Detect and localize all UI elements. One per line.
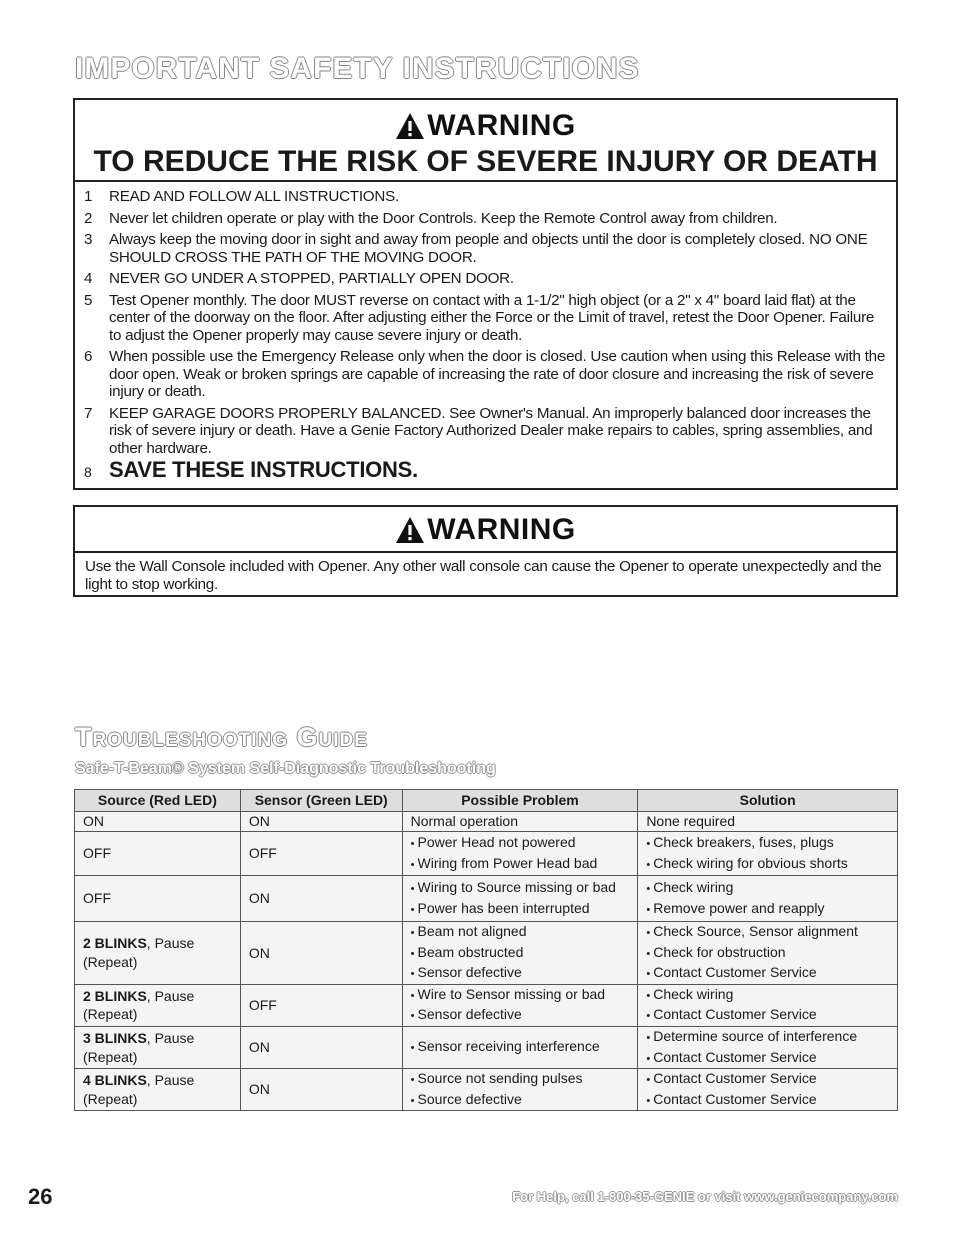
blink-count: 2 BLINKS (83, 935, 147, 952)
warning-header (75, 509, 896, 551)
source-state: ON (83, 813, 104, 830)
item-text: SAVE THESE INSTRUCTIONS. (109, 457, 418, 482)
warning-triangle-icon (395, 112, 425, 140)
source-cell (75, 1026, 241, 1068)
problem-cell (402, 876, 638, 922)
source-repeat: (Repeat) (83, 953, 138, 970)
problem-item: • Beam not aligned (411, 922, 630, 943)
source-state: , Pause (146, 987, 195, 1004)
source-state: , Pause (146, 1029, 195, 1046)
item-number: 2 (84, 209, 93, 227)
warning-title: TO REDUCE THE RISK OF SEVERE INJURY OR DEATH (93, 145, 878, 178)
troubleshooting-table (74, 789, 898, 1111)
solution-item: • Contact Customer Service (646, 1069, 889, 1090)
item-text: Always keep the moving door in sight and away from people and objects until the door is completely closed. NO ONE SHOULD CROSS THE PATH OF THE MOVING DOOR. (109, 231, 868, 266)
problem-item: • Wiring to Source missing or bad (411, 878, 630, 899)
item-text: When possible use the Emergency Release only when the door is closed. Use caution when using this Release with the door open. Weak or broken springs are capable of increasing the rate of door closure and increasing the risk of severe injury or death. (109, 348, 886, 400)
problem-item: • Sensor defective (411, 963, 630, 984)
instruction-item (75, 405, 896, 458)
item-number: 3 (84, 231, 93, 248)
solution-cell (638, 984, 898, 1026)
solution-item: • Check breakers, fuses, plugs (646, 833, 889, 854)
item-text: KEEP GARAGE DOORS PROPERLY BALANCED. See Owner's Manual. An improperly balanced door increases the risk of severe injury or death. Have a Genie Factory Authorized Dealer make repairs to cables, spring assemblies, and other hardware. (109, 404, 873, 457)
instruction-item (75, 231, 896, 266)
header-source: Source (Red LED) (75, 790, 241, 812)
blink-count: 2 BLINKS (83, 987, 147, 1004)
table-row (75, 812, 898, 832)
problem-cell (402, 1026, 638, 1068)
header-problem: Possible Problem (402, 790, 638, 812)
solution-cell (638, 922, 898, 985)
warning-header (75, 104, 896, 148)
sensor-cell: ON (240, 1026, 402, 1068)
problem-cell (402, 812, 638, 832)
header-sensor: Sensor (Green LED) (240, 790, 402, 812)
problem-item: • Wire to Sensor missing or bad (411, 985, 630, 1006)
source-state: , Pause (146, 935, 195, 952)
warning-label: WARNING (427, 109, 576, 142)
solution-item: • Check wiring (646, 985, 889, 1006)
instruction-item (75, 348, 896, 401)
source-repeat: (Repeat) (83, 1006, 138, 1023)
problem-item: Normal operation (410, 813, 518, 830)
header-solution: Solution (638, 790, 898, 812)
source-cell (75, 984, 241, 1026)
solution-item: • Check Source, Sensor alignment (646, 922, 889, 943)
instruction-list (75, 188, 896, 482)
safety-heading: IMPORTANT SAFETY INSTRUCTIONS (75, 52, 640, 85)
sensor-cell: ON (240, 876, 402, 922)
source-cell (75, 1069, 241, 1111)
sensor-cell: OFF (240, 832, 402, 876)
source-state: OFF (83, 890, 111, 907)
source-state: OFF (83, 845, 111, 862)
item-number: 1 (84, 188, 93, 205)
item-text: Test Opener monthly. The door MUST reverse on contact with a 1-1/2" high object (or a 2" x 4" board laid flat) at the center of the doorway on the floor. After adjusting either the Force or the Limit of travel, retest the Door Opener. Failure to adjust the Opener properly may cause severe injury or death. (109, 291, 875, 344)
source-cell (75, 922, 241, 985)
problem-item: • Sensor defective (411, 1005, 630, 1026)
item-text: NEVER GO UNDER A STOPPED, PARTIALLY OPEN DOOR. (109, 270, 514, 287)
save-instructions-item (75, 457, 896, 482)
item-number: 7 (84, 404, 93, 422)
solution-item: • Remove power and reapply (646, 899, 889, 920)
solution-item: • Contact Customer Service (646, 1090, 889, 1111)
instruction-item (75, 292, 896, 345)
sensor-cell: ON (240, 922, 402, 985)
table-row (75, 1069, 898, 1111)
item-number: 4 (84, 270, 93, 287)
solution-item: • Contact Customer Service (646, 963, 889, 984)
solution-item: • Check for obstruction (646, 943, 889, 964)
problem-item: • Source not sending pulses (411, 1069, 630, 1090)
problem-cell (402, 984, 638, 1026)
table-body (75, 812, 898, 1111)
source-cell (75, 832, 241, 876)
solution-item: None required (646, 813, 736, 830)
blink-count: 3 BLINKS (83, 1029, 147, 1046)
instruction-item (75, 210, 896, 228)
problem-item: • Sensor receiving interference (411, 1037, 630, 1058)
table-row (75, 984, 898, 1026)
page-number: 26 (28, 1184, 53, 1209)
troubleshooting-heading: Troubleshooting Guide (75, 722, 368, 752)
warning-box-main (73, 98, 898, 490)
problem-item: • Power Head not powered (411, 833, 630, 854)
problem-item: • Source defective (411, 1090, 630, 1111)
problem-cell (402, 1069, 638, 1111)
table-row (75, 832, 898, 876)
solution-item: • Contact Customer Service (646, 1005, 889, 1026)
item-number: 5 (84, 291, 93, 309)
item-text: READ AND FOLLOW ALL INSTRUCTIONS. (109, 188, 399, 205)
solution-cell (638, 1026, 898, 1068)
warning-text: Use the Wall Console included with Opener. Any other wall console can cause the Opener to operate unexpectedly and the light to stop working. (85, 558, 882, 593)
troubleshooting-subheading: Safe-T-Beam® System Self-Diagnostic Troubleshooting (75, 760, 496, 777)
problem-item: • Wiring from Power Head bad (411, 854, 630, 875)
source-repeat: (Repeat) (83, 1090, 138, 1107)
source-cell (75, 876, 241, 922)
table-row (75, 876, 898, 922)
sensor-cell: ON (240, 812, 402, 832)
problem-item: • Power has been interrupted (411, 899, 630, 920)
source-state: , Pause (146, 1072, 195, 1089)
blink-count: 4 BLINKS (83, 1072, 147, 1089)
warning-label: WARNING (427, 513, 576, 546)
solution-item: • Determine source of interference (646, 1027, 889, 1048)
solution-item: • Check wiring (646, 878, 889, 899)
table-header-row (75, 790, 898, 812)
warning-box-console (73, 505, 898, 597)
item-text: Never let children operate or play with the Door Controls. Keep the Remote Control away from children. (109, 209, 778, 227)
table-row (75, 1026, 898, 1068)
solution-item: • Check wiring for obvious shorts (646, 854, 889, 875)
solution-cell (638, 876, 898, 922)
solution-item: • Contact Customer Service (646, 1048, 889, 1069)
solution-cell (638, 1069, 898, 1111)
instruction-item (75, 188, 896, 206)
item-number: 8 (84, 464, 92, 480)
warning-triangle-icon (395, 516, 425, 544)
source-cell (75, 812, 241, 832)
solution-cell (638, 832, 898, 876)
sensor-cell: OFF (240, 984, 402, 1026)
source-repeat: (Repeat) (83, 1048, 138, 1065)
solution-cell (638, 812, 898, 832)
problem-item: • Beam obstructed (411, 943, 630, 964)
help-footer: For Help, call 1-800-35-GENIE or visit www.geniecompany.com (512, 1189, 898, 1204)
problem-cell (402, 922, 638, 985)
problem-cell (402, 832, 638, 876)
sensor-cell: ON (240, 1069, 402, 1111)
item-number: 6 (84, 348, 93, 365)
instruction-item (75, 270, 896, 288)
divider (73, 180, 898, 182)
table-row (75, 922, 898, 985)
